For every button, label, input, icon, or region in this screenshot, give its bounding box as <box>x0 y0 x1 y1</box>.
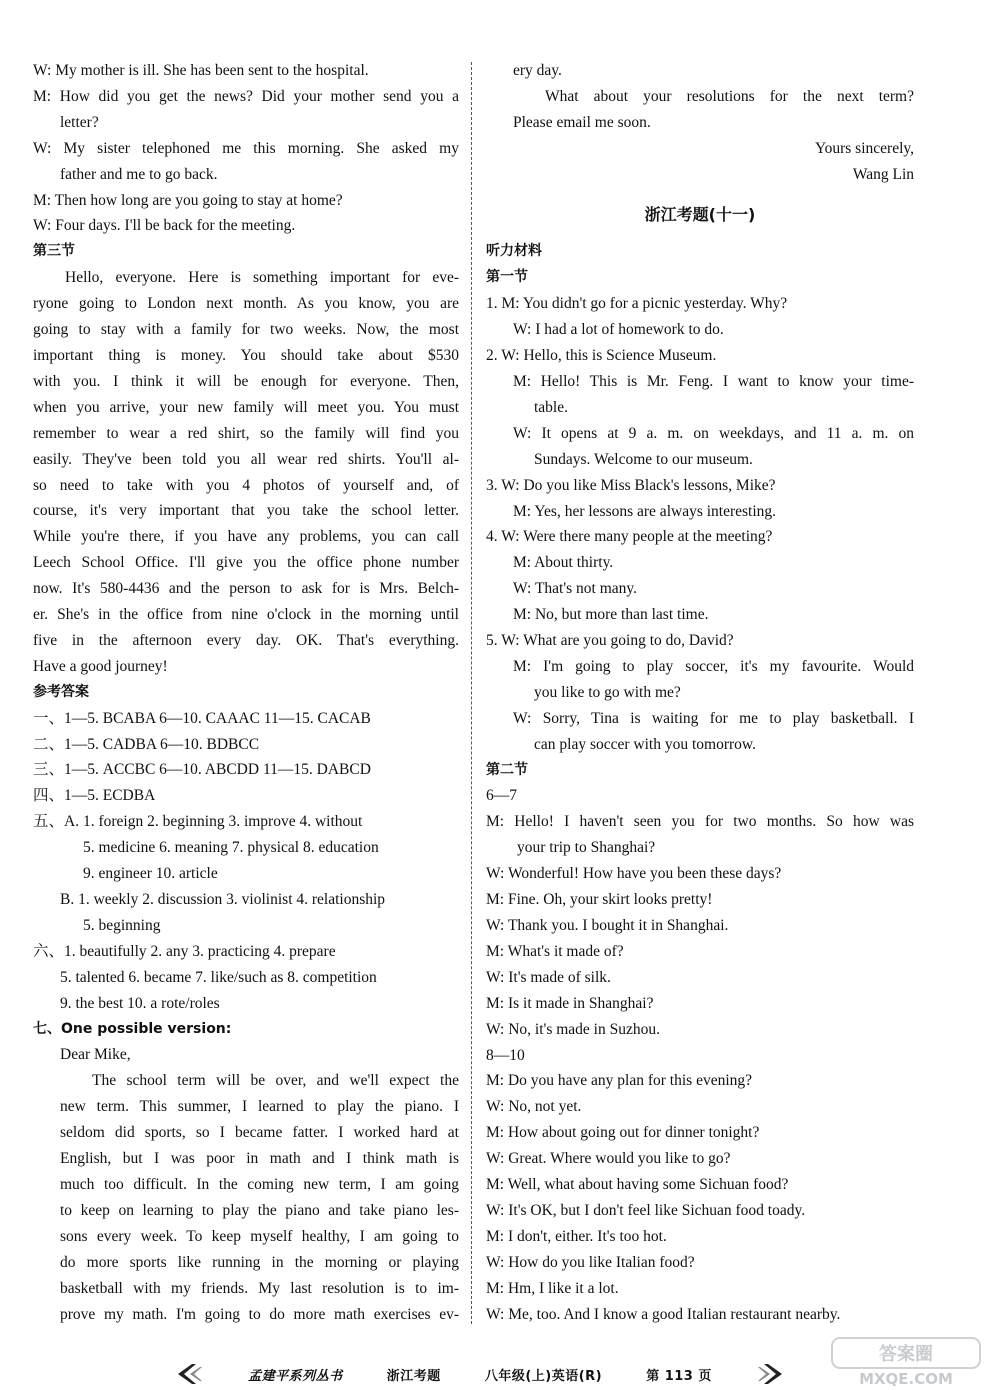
passage-line: er. She's in the office from nine o'clock in the morning until <box>33 606 459 624</box>
answer-line: 六、1. beautifully 2. any 3. practicing 4. prepare <box>33 942 336 960</box>
passage-line: course, it's very important that you take the school letter. <box>33 502 459 520</box>
answers-heading: 参考答案 <box>33 683 89 700</box>
passage-line: going to stay with a family for two weeks. Now, the most <box>33 321 459 339</box>
dialogue-line: W: I had a lot of homework to do. <box>513 321 724 339</box>
passage-line: Leech School Office. I'll give you the office phone number <box>33 554 459 572</box>
right-column <box>486 58 914 1328</box>
dialogue-line: M: Fine. Oh, your skirt looks pretty! <box>486 891 713 909</box>
letter-line: much too difficult. In the coming new term, I am going <box>60 1175 459 1193</box>
writing-heading: 七、One possible version: <box>33 1020 232 1037</box>
dialogue-line: W: It opens at 9 a. m. on weekdays, and 11 a. m. on <box>513 424 914 442</box>
dialogue-line: 2. W: Hello, this is Science Museum. <box>486 347 717 365</box>
part-heading: 第一节 <box>486 269 528 286</box>
answer-line: 5. beginning <box>83 916 161 934</box>
dialogue-line: 5. W: What are you going to do, David? <box>486 632 734 650</box>
passage-line: now. It's 580-4436 and the person to ask for is Mrs. Belch- <box>33 580 459 598</box>
section-title: 浙江考题(十一) <box>644 204 756 224</box>
dialogue-line: table. <box>534 398 568 416</box>
answer-line: 5. talented 6. became 7. like/such as 8. competition <box>60 968 377 986</box>
answer-line: 一、1—5. BCABA 6—10. CAAAC 11—15. CACAB <box>33 709 371 727</box>
dialogue-line: M: How did you get the news? Did your mother send you a <box>33 87 459 105</box>
passage-line: ryone going to London next month. As you know, you are <box>33 295 459 313</box>
dialogue-line: M: Hello! This is Mr. Feng. I want to know your time- <box>513 372 914 390</box>
dialogue-line: W: Thank you. I bought it in Shanghai. <box>486 917 729 934</box>
letter-line: basketball with my friends. My last resolution is to im- <box>60 1279 459 1297</box>
dialogue-line: W: That's not many. <box>513 580 638 598</box>
answer-line: 四、1—5. ECDBA <box>33 787 156 805</box>
footer-series: 孟建平系列丛书 <box>248 1368 343 1384</box>
listening-heading: 听力材料 <box>486 243 542 260</box>
dialogue-line: W: My sister telephoned me this morning. She asked my <box>33 139 459 157</box>
left-column <box>33 58 459 1327</box>
chevron-right-icon <box>756 1362 790 1386</box>
dialogue-line: your trip to Shanghai? <box>517 839 656 857</box>
dialogue-line: M: Yes, her lessons are always interesting. <box>513 502 777 520</box>
dialogue-line: W: My mother is ill. She has been sent to the hospital. <box>33 62 369 79</box>
dialogue-line: letter? <box>60 113 99 131</box>
dialogue-line: 4. W: Were there many people at the meeting? <box>486 528 773 546</box>
dialogue-line: M: Hm, I like it a lot. <box>486 1279 619 1297</box>
dialogue-line: W: Wonderful! How have you been these days? <box>486 865 782 883</box>
dialogue-line: M: No, but more than last time. <box>513 606 709 624</box>
letter-line: English, but I was poor in math and I think math is <box>60 1150 459 1168</box>
passage-line: remember to wear a red shirt, so the family will find you <box>33 424 459 442</box>
passage-line: Have a good journey! <box>33 657 168 675</box>
passage-line: While you're there, if you have any problems, you can call <box>33 528 459 546</box>
dialogue-line: M: Is it made in Shanghai? <box>486 994 654 1012</box>
passage-line: with you. I think it will be enough for everyone. Then, <box>33 372 459 390</box>
page-number: 第 113 页 <box>646 1368 712 1384</box>
letter-line: prove my math. I'm going to do more math exercises ev- <box>60 1305 459 1323</box>
letter-line: ery day. <box>513 62 562 79</box>
answer-line: 二、1—5. CADBA 6—10. BDBCC <box>33 735 260 753</box>
part-heading: 第二节 <box>486 761 528 778</box>
answer-line: 三、1—5. ACCBC 6—10. ABCDD 11—15. DABCD <box>33 761 371 779</box>
passage-line: important thing is money. You should take about $530 <box>33 346 459 364</box>
passage-line: so need to take with you 4 photos of yourself and, of <box>33 476 459 494</box>
letter-line: The school term will be over, and we'll expect the <box>92 1072 459 1090</box>
dialogue-line: you like to go with me? <box>534 683 681 701</box>
dialogue-line: M: About thirty. <box>513 554 614 572</box>
dialogue-line: M: Then how long are you going to stay at home? <box>33 191 343 209</box>
passage-line: five in the afternoon every day. OK. That's everything. <box>33 631 459 649</box>
page-footer <box>170 1362 790 1386</box>
dialogue-line: can play soccer with you tomorrow. <box>534 735 756 753</box>
dialogue-line: W: Great. Where would you like to go? <box>486 1150 731 1168</box>
letter-greeting: Dear Mike, <box>60 1046 131 1064</box>
dialogue-line: W: No, it's made in Suzhou. <box>486 1020 660 1038</box>
dialogue-line: W: It's made of silk. <box>486 968 611 986</box>
letter-closing: Yours sincerely, <box>814 139 914 157</box>
letter-line: sons every week. To keep myself healthy, I am going to <box>60 1227 459 1245</box>
letter-line: do more sports like running in the morning or playing <box>60 1253 459 1271</box>
question-range: 6—7 <box>486 787 517 805</box>
dialogue-line: father and me to go back. <box>60 165 218 183</box>
column-divider <box>471 62 472 1324</box>
dialogue-line: 1. M: You didn't go for a picnic yesterday. Why? <box>486 295 788 313</box>
dialogue-line: W: It's OK, but I don't feel like Sichuan food toady. <box>486 1201 806 1219</box>
dialogue-line: Sundays. Welcome to our museum. <box>534 450 753 468</box>
question-range: 8—10 <box>486 1046 525 1064</box>
letter-line: new term. This summer, I learned to play the piano. I <box>60 1098 459 1116</box>
dialogue-line: M: Do you have any plan for this evening? <box>486 1072 753 1090</box>
letter-line: to keep on learning to play the piano and take piano les- <box>60 1201 459 1219</box>
dialogue-line: W: Me, too. And I know a good Italian restaurant nearby. <box>486 1305 841 1323</box>
answer-line: 9. the best 10. a rote/roles <box>60 994 220 1012</box>
dialogue-line: M: Well, what about having some Sichuan food? <box>486 1176 789 1194</box>
answer-line: B. 1. weekly 2. discussion 3. violinist 4. relationship <box>60 891 386 908</box>
dialogue-line: W: Four days. I'll be back for the meeting. <box>33 217 296 235</box>
dialogue-line: W: No, not yet. <box>486 1098 582 1116</box>
passage-line: Hello, everyone. Here is something important for eve- <box>65 269 459 287</box>
passage-line: when you arrive, your new family will meet you. You must <box>33 398 459 416</box>
watermark-bottom-text: MXQE.COM <box>859 1370 953 1388</box>
footer-grade: 八年级(上)英语(R) <box>484 1368 603 1384</box>
passage-line: easily. They've been told you all wear red shirts. You'll al- <box>33 450 459 468</box>
watermark-top-text: 答案圈 <box>879 1344 933 1365</box>
dialogue-line: W: Sorry, Tina is waiting for me to play basketball. I <box>513 709 914 727</box>
footer-book: 浙江考题 <box>386 1368 441 1384</box>
letter-line: What about your resolutions for the next term? <box>545 87 914 105</box>
watermark-logo <box>830 1336 982 1388</box>
dialogue-line: M: How about going out for dinner tonight? <box>486 1124 760 1142</box>
dialogue-line: W: How do you like Italian food? <box>486 1253 695 1271</box>
dialogue-line: M: I don't, either. It's too hot. <box>486 1227 667 1245</box>
dialogue-line: M: What's it made of? <box>486 942 624 960</box>
dialogue-line: 3. W: Do you like Miss Black's lessons, Mike? <box>486 476 776 494</box>
letter-signature: Wang Lin <box>852 165 914 183</box>
letter-line: Please email me soon. <box>513 113 651 131</box>
answer-line: 5. medicine 6. meaning 7. physical 8. education <box>83 839 379 857</box>
section-heading: 第三节 <box>33 243 75 260</box>
dialogue-line: M: I'm going to play soccer, it's my favourite. Would <box>513 657 914 675</box>
answer-line: 五、A. 1. foreign 2. beginning 3. improve 4. without <box>33 813 363 831</box>
dialogue-line: M: Hello! I haven't seen you for two months. So how was <box>486 813 914 831</box>
letter-line: seldom did sports, so I became fatter. I worked hard at <box>60 1124 459 1142</box>
chevron-left-icon <box>170 1362 204 1386</box>
answer-line: 9. engineer 10. article <box>83 865 218 883</box>
